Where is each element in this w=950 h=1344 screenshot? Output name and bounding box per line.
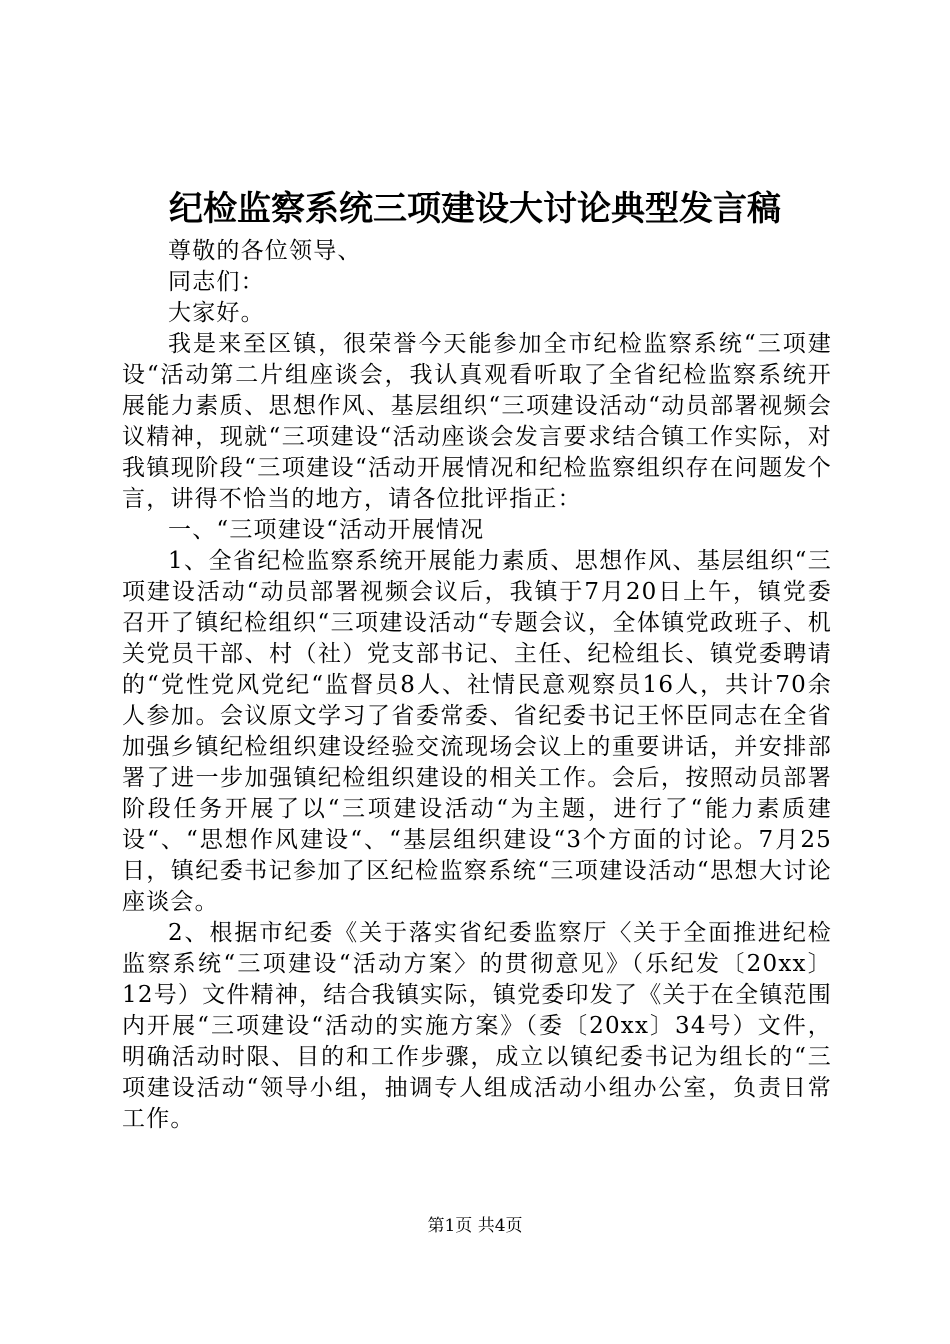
document-body (122, 236, 832, 1135)
body-paragraph-1: 1、全省纪检监察系统开展能力素质、思想作风、基层组织“三项建设活动“动员部署视频会议后，我镇于7月20日上午，镇党委召开了镇纪检组织“三项建设活动“专题会议，全体镇党政班子、机关党员干部、村（社）党支部书记、主任、纪检组长、镇党委聘请的“党性党风党纪“监督员8人、社情民意观察员16人，共计70余人参加。会议原文学习了省委常委、省纪委书记王怀臣同志在全省加强乡镇纪检组织建设经验交流现场会议上的重要讲话，并安排部署了进一步加强镇纪检组织建设的相关工作。会后，按照动员部署阶段任务开展了以“三项建设活动“为主题，进行了“能力素质建设“、“思想作风建设“、“基层组织建设“3个方面的讨论。7月25日，镇纪委书记参加了区纪检监察系统“三项建设活动“思想大讨论座谈会。 (122, 548, 832, 915)
body-paragraph-2: 2、根据市纪委《关于落实省纪委监察厅〈关于全面推进纪检监察系统“三项建设“活动方案〉的贯彻意见》（乐纪发〔20xx〕12号）文件精神，结合我镇实际，镇党委印发了《关于在全镇范围内开展“三项建设“活动的实施方案》（委〔20xx〕34号）文件，明确活动时限、目的和工作步骤，成立以镇纪委书记为组长的“三项建设活动“领导小组，抽调专人组成活动小组办公室，负责日常工作。 (122, 920, 832, 1132)
document-title: 纪检监察系统三项建设大讨论典型发言稿 (169, 189, 781, 229)
intro-paragraph: 我是来至区镇，很荣誉今天能参加全市纪检监察系统“三项建设“活动第二片组座谈会，我认真观看听取了全省纪检监察系统开展能力素质、思想作风、基层组织“三项建设活动“动员部署视频会议精神，现就“三项建设“活动座谈会发言要求结合镇工作实际，对我镇现阶段“三项建设“活动开展情况和纪检监察组织存在问题发个言，讲得不恰当的地方，请各位批评指正： (122, 331, 832, 512)
page-footer: 第1页 共4页 (427, 1216, 523, 1236)
salutation-line-1: 尊敬的各位领导、 (168, 238, 362, 264)
greeting-line: 大家好。 (168, 300, 265, 326)
section-heading: 一、“三项建设“活动开展情况 (168, 517, 485, 543)
salutation-line-2: 同志们： (168, 269, 265, 295)
